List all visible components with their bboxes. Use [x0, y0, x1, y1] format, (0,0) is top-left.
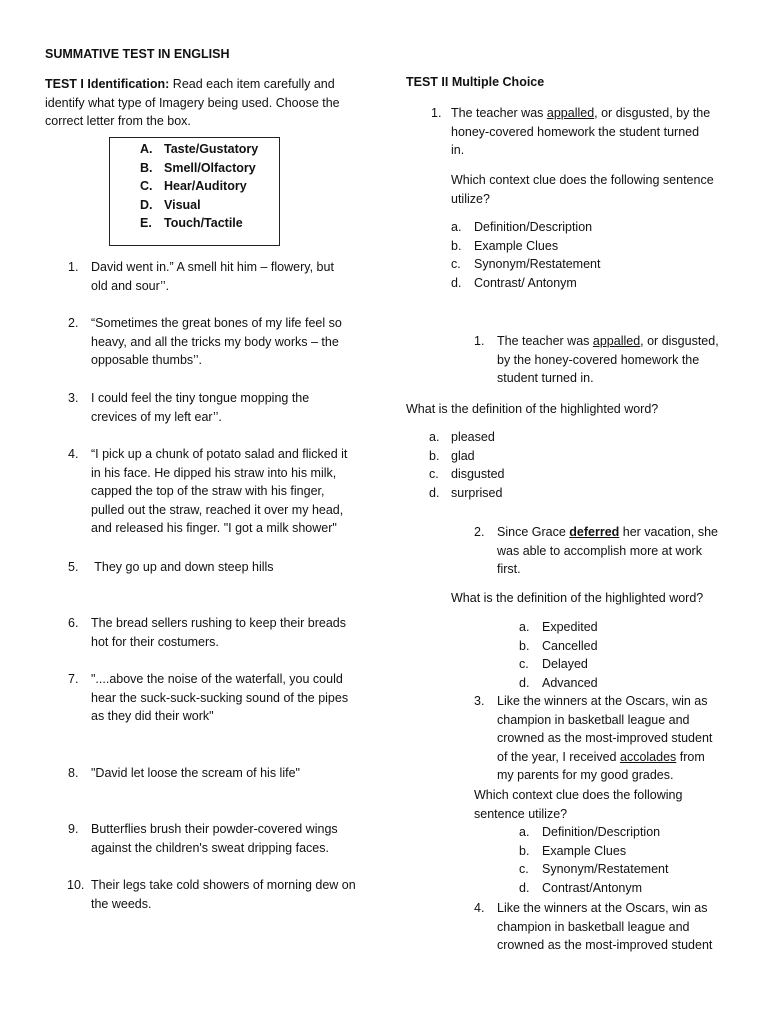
test1-instructions — [45, 75, 365, 131]
test1-item-number: 7. — [68, 672, 79, 686]
q1-text: in. — [451, 143, 465, 158]
q1-prompt — [451, 171, 741, 208]
test1-item — [91, 876, 366, 913]
test1-item-line: hot for their costumers. — [91, 634, 219, 649]
q1b-number: 1. — [474, 334, 485, 348]
q1b-option-text: pleased — [451, 430, 495, 444]
test1-item-line: old and sour’’. — [91, 278, 170, 293]
q1-option-text: Example Clues — [474, 238, 559, 253]
q2-option-letter: b. — [519, 638, 530, 653]
test1-item-line: David went in.” A smell hit him – flowery, but — [91, 260, 334, 274]
q1b-option-letter: c. — [429, 467, 439, 482]
choice-label: Touch/Tactile — [164, 216, 243, 230]
q2-option-letter: d. — [519, 676, 530, 691]
test1-item-number: 3. — [68, 391, 79, 405]
q3-prompt — [474, 786, 734, 823]
q3-option-text: Example Clues — [542, 843, 627, 858]
q1-text: honey-covered homework the student turned — [451, 124, 700, 139]
choice-letter: B. — [140, 161, 153, 175]
test1-item-line: heavy, and all the tricks my body works – the — [91, 334, 339, 349]
test1-item-line: pulled out the straw, reached it over my head, — [91, 502, 344, 517]
q3-stem — [497, 692, 742, 785]
test1-item-line: crevices of my left ear’’. — [91, 409, 222, 424]
test1-item-line: Butterflies brush their powder-covered wings — [91, 822, 338, 836]
test1-item-line: The bread sellers rushing to keep their breads — [91, 616, 347, 630]
test1-item-number: 6. — [68, 616, 79, 630]
q1b-option-text: glad — [451, 448, 475, 463]
test1-instruction-line: Read each item carefully and — [169, 77, 335, 91]
test1-heading: TEST I Identification: — [45, 77, 170, 91]
test1-item — [91, 314, 366, 370]
q3-text: my parents for my good grades. — [497, 768, 674, 783]
test1-item-line: hear the suck-suck-sucking sound of the pipes — [91, 690, 349, 705]
q2-option-text: Advanced — [542, 676, 598, 691]
test1-item-number: 9. — [68, 822, 79, 836]
q3-option-text: Definition/Description — [542, 825, 661, 839]
choice-letter: C. — [140, 179, 153, 193]
q3-text: crowned as the most-improved student — [497, 731, 713, 746]
q1-option-letter: a. — [451, 220, 462, 234]
q1b-option-letter: a. — [429, 430, 440, 444]
q3-number: 3. — [474, 694, 485, 708]
test1-item-line: and released his finger. "I got a milk shower" — [91, 521, 337, 536]
choice-label: Smell/Olfactory — [164, 161, 256, 175]
q1-prompt-line: Which context clue does the following sentence — [451, 173, 714, 187]
q1-number: 1. — [431, 106, 442, 120]
q1-option-letter: b. — [451, 238, 462, 253]
q1b-option-text: surprised — [451, 486, 503, 501]
q2-option-letter: a. — [519, 620, 530, 634]
q1-option-text: Contrast/ Antonym — [474, 276, 577, 291]
q2-text: her vacation, she — [619, 525, 718, 539]
q1b-option-text: disgusted — [451, 467, 505, 482]
q3-text: Like the winners at the Oscars, win as — [497, 694, 708, 708]
q1-option-text: Synonym/Restatement — [474, 257, 601, 272]
choice-letter: D. — [140, 198, 153, 212]
test1-item — [91, 764, 366, 783]
q1b-text: The teacher was — [497, 334, 593, 348]
test1-item-number: 1. — [68, 260, 79, 274]
q2-option-text: Cancelled — [542, 638, 598, 653]
test1-item-line: “I pick up a chunk of potato salad and flicked it — [91, 447, 348, 461]
test1-item — [91, 558, 366, 577]
q3-option-text: Synonym/Restatement — [542, 862, 669, 877]
q1-text: The teacher was — [451, 106, 547, 120]
test1-item-number: 5. — [68, 560, 79, 574]
q3-prompt-line: Which context clue does the following — [474, 788, 683, 802]
test1-item-number: 10. — [67, 878, 85, 892]
test1-item-line: as they did their work" — [91, 709, 214, 724]
q3-option-text: Contrast/Antonym — [542, 881, 643, 896]
q1b-stem — [497, 332, 737, 388]
q2-text: Since Grace — [497, 525, 570, 539]
choice-label: Taste/Gustatory — [164, 142, 259, 156]
q3-option-letter: c. — [519, 862, 529, 877]
q3-text: champion in basketball league and — [497, 712, 690, 727]
test1-item-number: 4. — [68, 447, 79, 461]
test1-item — [91, 820, 366, 857]
test1-instruction-line: correct letter from the box. — [45, 114, 191, 129]
q3-text: from — [676, 749, 705, 764]
q3-highlighted-word: accolades — [620, 749, 677, 764]
q3-prompt-line: sentence utilize? — [474, 806, 568, 821]
q2-option-text: Delayed — [542, 657, 588, 672]
test1-item-line: I could feel the tiny tongue mopping the — [91, 391, 310, 405]
q1-stem — [451, 104, 731, 160]
q2-stem — [497, 523, 737, 579]
test1-item-line: in his face. He dipped his straw into his milk, — [91, 465, 337, 480]
test1-item-line: "David let loose the scream of his life" — [91, 766, 300, 780]
test1-item-line: Their legs take cold showers of morning dew on — [91, 878, 356, 892]
q4-text: crowned as the most-improved student — [497, 938, 713, 953]
q1b-prompt: What is the definition of the highlighted word? — [406, 402, 659, 416]
test1-item-line: opposable thumbs’’. — [91, 353, 202, 368]
q2-text: was able to accomplish more at work — [497, 543, 702, 558]
test1-instruction-line: identify what type of Imagery being used. Choose the — [45, 95, 340, 110]
q1b-option-letter: d. — [429, 486, 440, 501]
test1-item — [91, 614, 366, 651]
q1-option-letter: c. — [451, 257, 461, 272]
q2-number: 2. — [474, 525, 485, 539]
q3-option-letter: b. — [519, 843, 530, 858]
q1b-text: , or disgusted, — [640, 334, 719, 348]
choice-letter: E. — [140, 216, 152, 230]
test1-item — [91, 445, 366, 538]
q3-text: of the year, I received — [497, 749, 620, 764]
choice-label: Visual — [164, 198, 201, 212]
test1-item — [91, 670, 366, 726]
q2-text: first. — [497, 562, 521, 577]
q1-option-text: Definition/Description — [474, 220, 593, 234]
q4-text: Like the winners at the Oscars, win as — [497, 901, 708, 915]
page-title: SUMMATIVE TEST IN ENGLISH — [45, 47, 230, 61]
q1b-highlighted-word: appalled — [592, 334, 641, 348]
choice-letter: A. — [140, 142, 153, 156]
q3-option-letter: d. — [519, 881, 530, 896]
q1b-option-letter: b. — [429, 448, 440, 463]
test1-item-number: 2. — [68, 316, 79, 330]
q2-prompt: What is the definition of the highlighted word? — [451, 591, 704, 605]
test1-item-line: the weeds. — [91, 896, 152, 911]
q4-number: 4. — [474, 901, 485, 915]
q1-text: , or disgusted, by the — [594, 106, 711, 120]
test1-item-line: against the children's sweat dripping faces. — [91, 840, 329, 855]
test1-item-line: "....above the noise of the waterfall, you could — [91, 672, 343, 686]
choice-label: Hear/Auditory — [164, 179, 247, 193]
q1-option-letter: d. — [451, 276, 462, 291]
test1-item-number: 8. — [68, 766, 79, 780]
q1-highlighted-word: appalled — [546, 106, 595, 120]
q2-option-letter: c. — [519, 657, 529, 672]
q4-text: champion in basketball league and — [497, 919, 690, 934]
q3-option-letter: a. — [519, 825, 530, 839]
test1-item-line: capped the top of the straw with his finger, — [91, 484, 325, 499]
test1-item — [91, 389, 366, 426]
test1-item-line: They go up and down steep hills — [91, 560, 274, 574]
test1-item — [91, 258, 366, 295]
q2-option-text: Expedited — [542, 620, 598, 634]
q1-prompt-line: utilize? — [451, 191, 490, 206]
test2-heading: TEST II Multiple Choice — [406, 75, 545, 89]
test1-item-line: “Sometimes the great bones of my life feel so — [91, 316, 342, 330]
q4-stem — [497, 899, 742, 955]
q2-highlighted-word: deferred — [569, 525, 620, 539]
q1b-text: student turned in. — [497, 371, 594, 386]
q1b-text: by the honey-covered homework the — [497, 352, 700, 367]
